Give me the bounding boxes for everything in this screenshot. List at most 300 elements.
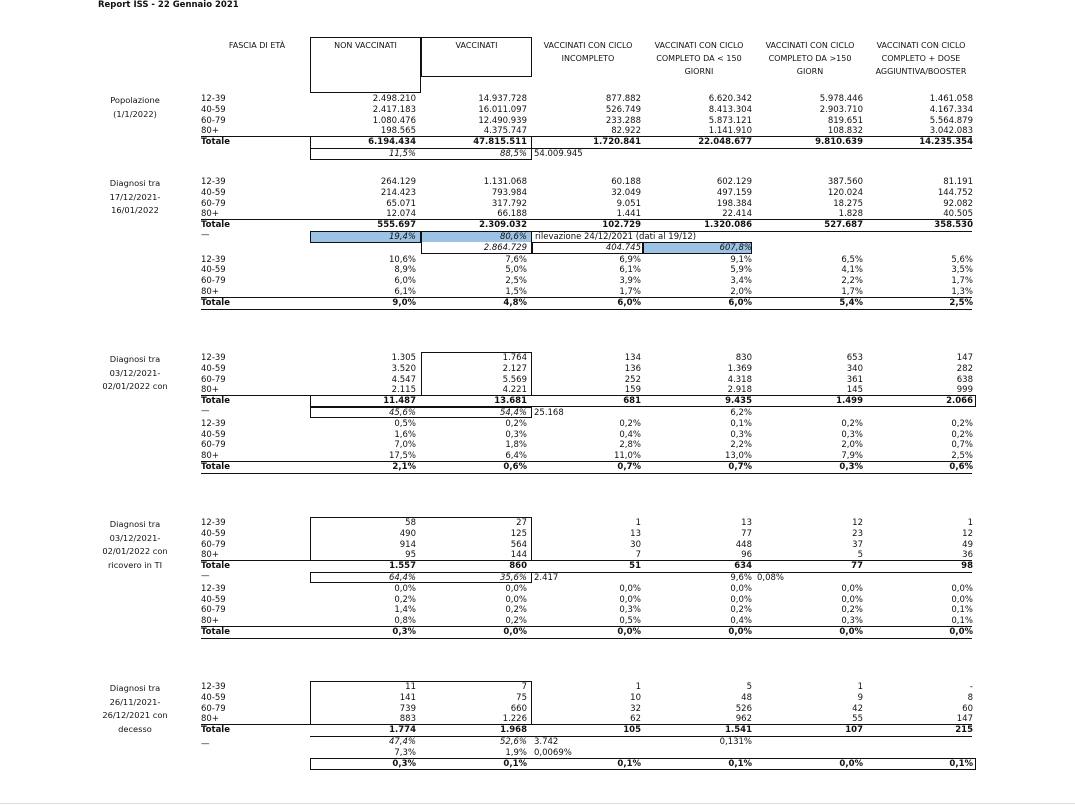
cell-value: 653 [846, 353, 863, 363]
rule-line [201, 626, 311, 627]
cell-value: 134 [624, 353, 641, 363]
cell-value: 30 [630, 539, 641, 550]
rate-value: 0,0% [730, 583, 752, 594]
cell-value: 55 [852, 714, 863, 725]
total-label: Totale [201, 137, 230, 148]
row-label: 60-79 [201, 115, 226, 126]
extra-gt150: 0,08% [757, 573, 785, 583]
cell-value: 16.011.097 [478, 104, 527, 115]
cell-value: 147 [956, 353, 973, 363]
rate-value: 0,0% [619, 583, 641, 594]
extra-value: 2.417 [534, 573, 559, 583]
rate-total-value: 0,7% [728, 462, 752, 472]
total-value: 77 [851, 561, 863, 572]
cell-value: 77 [741, 528, 752, 539]
rate-value: 2,2% [730, 440, 752, 451]
total-value: 6.194.434 [368, 137, 416, 148]
rate-value: 0,1% [951, 605, 973, 616]
total-value: 13.681 [494, 396, 527, 407]
rate-value: 6,5% [841, 254, 863, 265]
row-label: 12-39 [201, 177, 226, 187]
rate-value: 3,4% [730, 276, 752, 287]
rule-line [201, 309, 311, 310]
cell-value: 962 [735, 714, 752, 725]
cell-value: 13 [741, 518, 752, 528]
row-label: 80+ [201, 287, 219, 297]
rule-line [201, 461, 311, 462]
total-value: 215 [955, 725, 973, 736]
cell-value: 7 [521, 682, 527, 692]
cell-value: 92.082 [943, 198, 973, 209]
rate-value: 0,4% [619, 429, 641, 440]
cell-value: 830 [735, 353, 752, 363]
row-label: 60-79 [201, 374, 226, 385]
rule-line [201, 297, 311, 298]
total-label: Totale [201, 561, 230, 572]
rate-value: 0,2% [505, 616, 527, 627]
row-label: 80+ [201, 209, 219, 220]
cell-value: 282 [956, 363, 973, 374]
cell-value: 96 [741, 550, 752, 561]
row-label: 60-79 [201, 539, 226, 550]
rule-line [201, 638, 311, 639]
cell-value: 4.375.747 [483, 126, 527, 137]
header-gt150: VACCINATI CON CICLO COMPLETO DA >150 GIORN [765, 41, 855, 76]
rule-line [201, 136, 311, 137]
rate-value: 0,3% [619, 605, 641, 616]
rate-total-value: 2,5% [949, 297, 973, 308]
cell-value: 4.167.334 [929, 104, 973, 115]
cell-value: 1.305 [391, 353, 416, 363]
group-label: Diagnosi tra 03/12/2021-02/01/2022 con [102, 354, 168, 391]
cell-value: 5.564.879 [929, 115, 973, 126]
total-label: Totale [201, 396, 230, 407]
cell-value: 42 [852, 703, 863, 714]
cell-value: 999 [956, 385, 973, 396]
cell-value: 252 [624, 374, 641, 385]
cell-value: 144 [510, 550, 527, 561]
cell-value: 1.461.058 [929, 94, 973, 104]
rule-line [310, 626, 972, 627]
cell-value: 32.049 [611, 187, 641, 198]
cell-value: 793.984 [491, 187, 527, 198]
cell-value: 5 [746, 682, 752, 692]
header-fascia: FASCIA DI ETÀ [228, 41, 286, 50]
rate-total-value: 0,0% [949, 627, 973, 637]
rate-value: 3,9% [619, 276, 641, 287]
rate-value: 0,1% [951, 616, 973, 627]
cell-value: 11 [405, 682, 416, 692]
cell-value: 147 [956, 714, 973, 725]
pct-vaccinati: 35,6% [499, 573, 527, 583]
total-value: 9.810.639 [815, 137, 863, 148]
cell-value: 48 [741, 692, 752, 703]
pct-non-vaccinati: 64,4% [388, 573, 416, 583]
row-label: 12-39 [201, 518, 226, 528]
cell-value: 3.042.083 [929, 126, 973, 137]
total-value: 555.697 [377, 220, 416, 231]
cell-value: 12.490.939 [478, 115, 527, 126]
sub-lt150: 607,8% [719, 242, 752, 253]
rate-value: 7,6% [505, 254, 527, 265]
rate-value: 0,3% [841, 429, 863, 440]
row-label: 80+ [201, 451, 219, 462]
cell-value: 1.828 [838, 209, 863, 220]
row-label: 80+ [201, 714, 219, 725]
cell-value: 1.226 [502, 714, 527, 725]
cell-value: 9.051 [616, 198, 641, 209]
cell-value: 14.937.728 [478, 94, 527, 104]
total-value: 51 [629, 561, 641, 572]
rate-value: 0,1% [730, 418, 752, 429]
cell-value: 60.188 [611, 177, 641, 187]
rate-value: 4,1% [841, 265, 863, 276]
group-label: Popolazione (1/1/2022) [110, 95, 160, 119]
total-label: Totale [201, 627, 230, 637]
cell-value: 198.384 [716, 198, 752, 209]
rate-value: 13,0% [724, 451, 752, 462]
rate-value: 0,0% [619, 594, 641, 605]
cell-value: 81.191 [943, 177, 973, 187]
cell-value: 877.882 [605, 94, 641, 104]
row-label: 40-59 [201, 187, 226, 198]
cell-value: 125 [510, 528, 527, 539]
rate-total-value: 0,0% [617, 627, 641, 637]
row-label: 80+ [201, 550, 219, 561]
rule-line [201, 560, 311, 561]
rate-value: 2,0% [841, 440, 863, 451]
rate-value: 0,2% [951, 429, 973, 440]
cell-value: 264.129 [380, 177, 416, 187]
cell-value: 95 [405, 550, 416, 561]
cell-value: 27 [516, 518, 527, 528]
rate-value: 1,6% [394, 429, 416, 440]
cell-value: 7 [635, 550, 641, 561]
rate-value: 1,7% [951, 276, 973, 287]
cell-value: 4.221 [502, 385, 527, 396]
total-value: 1.720.841 [593, 137, 641, 148]
rule-line [310, 473, 972, 474]
cell-value: 448 [735, 539, 752, 550]
rate-value: 11,0% [613, 451, 641, 462]
row-label: 40-59 [201, 104, 226, 115]
row-label: 12-39 [201, 353, 226, 363]
rate-value: 5,9% [730, 265, 752, 276]
cell-value: 8 [967, 692, 973, 703]
rate-value: 5,6% [951, 254, 973, 265]
rate-value: 6,4% [505, 451, 527, 462]
group-label: Diagnosi tra 17/12/2021-16/01/2022 [109, 178, 161, 215]
row-label: 60-79 [201, 703, 226, 714]
rate-total-value: 9,0% [392, 297, 416, 308]
total-value: 1.499 [836, 396, 863, 407]
rate-total-value: 0,3% [839, 462, 863, 472]
rate-value: 1,8% [505, 440, 527, 451]
header-non-vaccinati: NON VACCINATI [334, 41, 397, 50]
cell-value: 9 [857, 692, 863, 703]
cell-border [310, 395, 976, 407]
cell-value: 1 [635, 682, 641, 692]
header-lt150: VACCINATI CON CICLO COMPLETO DA < 150 GIORNI [654, 41, 744, 76]
extra-value: 0,0069% [534, 747, 572, 758]
rate-value: 0,3% [841, 616, 863, 627]
cell-value: 2.127 [502, 363, 527, 374]
row-label: 40-59 [201, 692, 226, 703]
cell-value: 4.318 [727, 374, 752, 385]
cell-value: 23 [852, 528, 863, 539]
rate-total-value: 0,7% [617, 462, 641, 472]
header-booster: VACCINATI CON CICLO COMPLETO + DOSE AGGIUNTIVA/BOOSTER [875, 41, 967, 76]
pct-vaccinati: 80,6% [499, 232, 527, 242]
rate-value: 0,0% [394, 583, 416, 594]
dash-marker: — [201, 571, 210, 581]
total-value: 1.968 [500, 725, 527, 736]
cell-value: 883 [399, 714, 416, 725]
final-value: 0,3% [392, 758, 416, 769]
pct-non-vaccinati: 11,5% [388, 149, 416, 159]
cell-value: 564 [510, 539, 527, 550]
final-value: 0,1% [617, 758, 641, 769]
cell-value: 2.918 [727, 385, 752, 396]
cell-value: 2.417.183 [372, 104, 416, 115]
rate-total-value: 0,0% [728, 627, 752, 637]
rate-value: 0,8% [394, 616, 416, 627]
cell-value: 1.080.476 [372, 115, 416, 126]
final-value: 0,0% [839, 758, 863, 769]
total-label: Totale [201, 220, 230, 231]
rule-line [201, 219, 311, 220]
rate-value: 0,3% [730, 429, 752, 440]
cell-value: 12 [852, 518, 863, 528]
rate-value: 0,3% [505, 429, 527, 440]
cell-value: 1.131.068 [483, 177, 527, 187]
cell-value: 49 [962, 539, 973, 550]
rate-value: 2,0% [730, 287, 752, 297]
pct-non-vaccinati: 47,4% [388, 737, 416, 747]
sub-incompleto: 404.745 [605, 242, 641, 253]
rate-value: 0,2% [394, 594, 416, 605]
total-value: 634 [734, 561, 752, 572]
cell-value: 2.498.210 [372, 94, 416, 104]
rate-value: 0,2% [505, 605, 527, 616]
rate-value: 0,0% [951, 594, 973, 605]
total-value: 1.320.086 [704, 220, 752, 231]
rate-value: 0,0% [841, 583, 863, 594]
cell-value: 914 [399, 539, 416, 550]
cell-value: 8.413.304 [708, 104, 752, 115]
total-value: 22.048.677 [698, 137, 752, 148]
rule-line [310, 560, 972, 561]
rule-line [201, 395, 311, 396]
cell-value: 819.651 [827, 115, 863, 126]
rule-line [310, 309, 972, 310]
cell-value: 75 [516, 692, 527, 703]
report-title: Report ISS - 22 Gennaio 2021 [98, 0, 239, 10]
dash-marker: — [201, 406, 210, 416]
total-value: 11.487 [383, 396, 416, 407]
cell-value: 1 [635, 518, 641, 528]
cell-value: 198.565 [380, 126, 416, 137]
rule-line [310, 461, 972, 462]
rate-value: 0,2% [730, 605, 752, 616]
cell-value: 120.024 [827, 187, 863, 198]
cell-value: 340 [846, 363, 863, 374]
cell-value: 526.749 [605, 104, 641, 115]
total-value: 14.235.354 [919, 137, 973, 148]
rate-value: 0,0% [505, 583, 527, 594]
total-value: 102.729 [602, 220, 641, 231]
cell-value: 36 [962, 550, 973, 561]
cell-value: 490 [399, 528, 416, 539]
row-label: 60-79 [201, 605, 226, 616]
cell-value: 497.159 [716, 187, 752, 198]
rate-value: 6,1% [619, 265, 641, 276]
row-label: 60-79 [201, 276, 226, 287]
rate-value: 1,9% [505, 747, 527, 758]
rate-value: 2,2% [841, 276, 863, 287]
cell-value: 5.873.121 [708, 115, 752, 126]
row-label: 80+ [201, 616, 219, 627]
rate-value: 0,5% [394, 418, 416, 429]
rate-total-value: 0,0% [503, 627, 527, 637]
total-label: Totale [201, 725, 230, 736]
header-incompleto: VACCINATI CON CICLO INCOMPLETO [543, 41, 633, 63]
rate-value: 2,5% [505, 276, 527, 287]
rate-value: 2,5% [951, 451, 973, 462]
rule-line [310, 638, 972, 639]
total-value: 98 [961, 561, 973, 572]
rate-value: 10,6% [388, 254, 416, 265]
rate-value: 6,9% [619, 254, 641, 265]
group-label: Diagnosi tra 26/11/2021-26/12/2021 con decesso [102, 683, 168, 734]
rate-total-value: 2,1% [392, 462, 416, 472]
cell-value: 387.560 [827, 177, 863, 187]
extra-value: 54.009.945 [534, 149, 583, 159]
pct-vaccinati: 88,5% [499, 149, 527, 159]
cell-value: 10 [630, 692, 641, 703]
total-label: Totale [201, 297, 230, 308]
cell-value: 317.792 [491, 198, 527, 209]
cell-value: 18.275 [833, 198, 863, 209]
rate-value: 0,5% [619, 616, 641, 627]
rate-value: 6,0% [394, 276, 416, 287]
dash-marker: — [201, 739, 210, 749]
total-value: 527.687 [824, 220, 863, 231]
cell-value: 638 [956, 374, 973, 385]
cell-value: 62 [630, 714, 641, 725]
rate-total-value: 0,6% [949, 462, 973, 472]
rate-value: 0,0% [951, 583, 973, 594]
cell-value: 1.369 [727, 363, 752, 374]
total-value: 681 [623, 396, 641, 407]
cell-value: 144.752 [937, 187, 973, 198]
rate-total-value: 0,6% [503, 462, 527, 472]
rate-value: 7,3% [394, 747, 416, 758]
cell-value: 214.423 [380, 187, 416, 198]
rule-line [201, 724, 311, 725]
bottom-divider [0, 803, 1075, 804]
total-value: 105 [623, 725, 641, 736]
cell-value: 602.129 [716, 177, 752, 187]
rate-value: 7,0% [394, 440, 416, 451]
row-label: 40-59 [201, 594, 226, 605]
rate-value: 1,3% [951, 287, 973, 297]
total-value: 2.066 [946, 396, 973, 407]
rule-line [201, 473, 311, 474]
extra-value: 3.742 [534, 737, 559, 747]
row-label: 40-59 [201, 429, 226, 440]
rate-value: 1,5% [505, 287, 527, 297]
final-value: 0,1% [949, 758, 973, 769]
cell-value: 5 [857, 550, 863, 561]
cell-value: 65.071 [386, 198, 416, 209]
cell-value: - [969, 682, 973, 692]
rule-line [310, 136, 972, 137]
cell-value: 12.074 [386, 209, 416, 220]
rate-value: 3,5% [951, 265, 973, 276]
cell-value: 13 [630, 528, 641, 539]
cell-value: 60 [962, 703, 973, 714]
pct-non-vaccinati: 45,6% [388, 408, 416, 418]
dash-marker: — [201, 230, 210, 240]
cell-value: 660 [510, 703, 527, 714]
rate-value: 7,9% [841, 451, 863, 462]
rate-value: 2,8% [619, 440, 641, 451]
rate-value: 0,4% [730, 616, 752, 627]
rate-value: 17,5% [388, 451, 416, 462]
cell-value: 58 [405, 518, 416, 528]
row-label: 60-79 [201, 440, 226, 451]
total-value: 358.530 [934, 220, 973, 231]
rate-value: 8,9% [394, 265, 416, 276]
cell-value: 5.569 [502, 374, 527, 385]
cell-value: 361 [846, 374, 863, 385]
cell-value: 32 [630, 703, 641, 714]
total-value: 47.815.511 [473, 137, 527, 148]
cell-value: 1.764 [502, 353, 527, 363]
rate-total-value: 5,4% [839, 297, 863, 308]
cell-value: 526 [735, 703, 752, 714]
rate-value: 1,7% [841, 287, 863, 297]
cell-value: 108.832 [827, 126, 863, 137]
header-vaccinati: VACCINATI [455, 41, 498, 50]
row-label: 12-39 [201, 682, 226, 692]
cell-value: 12 [962, 528, 973, 539]
total-value: 9.435 [725, 396, 752, 407]
pct-vaccinati: 54,4% [499, 408, 527, 418]
rule-line [310, 297, 972, 298]
row-label: 80+ [201, 126, 219, 137]
rate-value: 0,0% [841, 594, 863, 605]
total-value: 2.309.032 [479, 220, 527, 231]
cell-value: 1 [857, 682, 863, 692]
cell-value: 145 [846, 385, 863, 396]
rate-value: 0,2% [619, 418, 641, 429]
final-value: 0,1% [503, 758, 527, 769]
cell-value: 159 [624, 385, 641, 396]
rate-value: 1,4% [394, 605, 416, 616]
pct-vaccinati: 52,6% [499, 737, 527, 747]
total-value: 1.557 [389, 561, 416, 572]
cell-value: 5.978.446 [819, 94, 863, 104]
extra-lt150: 9,6% [730, 573, 752, 583]
total-value: 860 [509, 561, 527, 572]
rate-value: 0,0% [730, 594, 752, 605]
rate-value: 6,1% [394, 287, 416, 297]
row-label: 40-59 [201, 528, 226, 539]
rate-total-value: 6,0% [617, 297, 641, 308]
extra-lt150: 6,2% [730, 408, 752, 418]
